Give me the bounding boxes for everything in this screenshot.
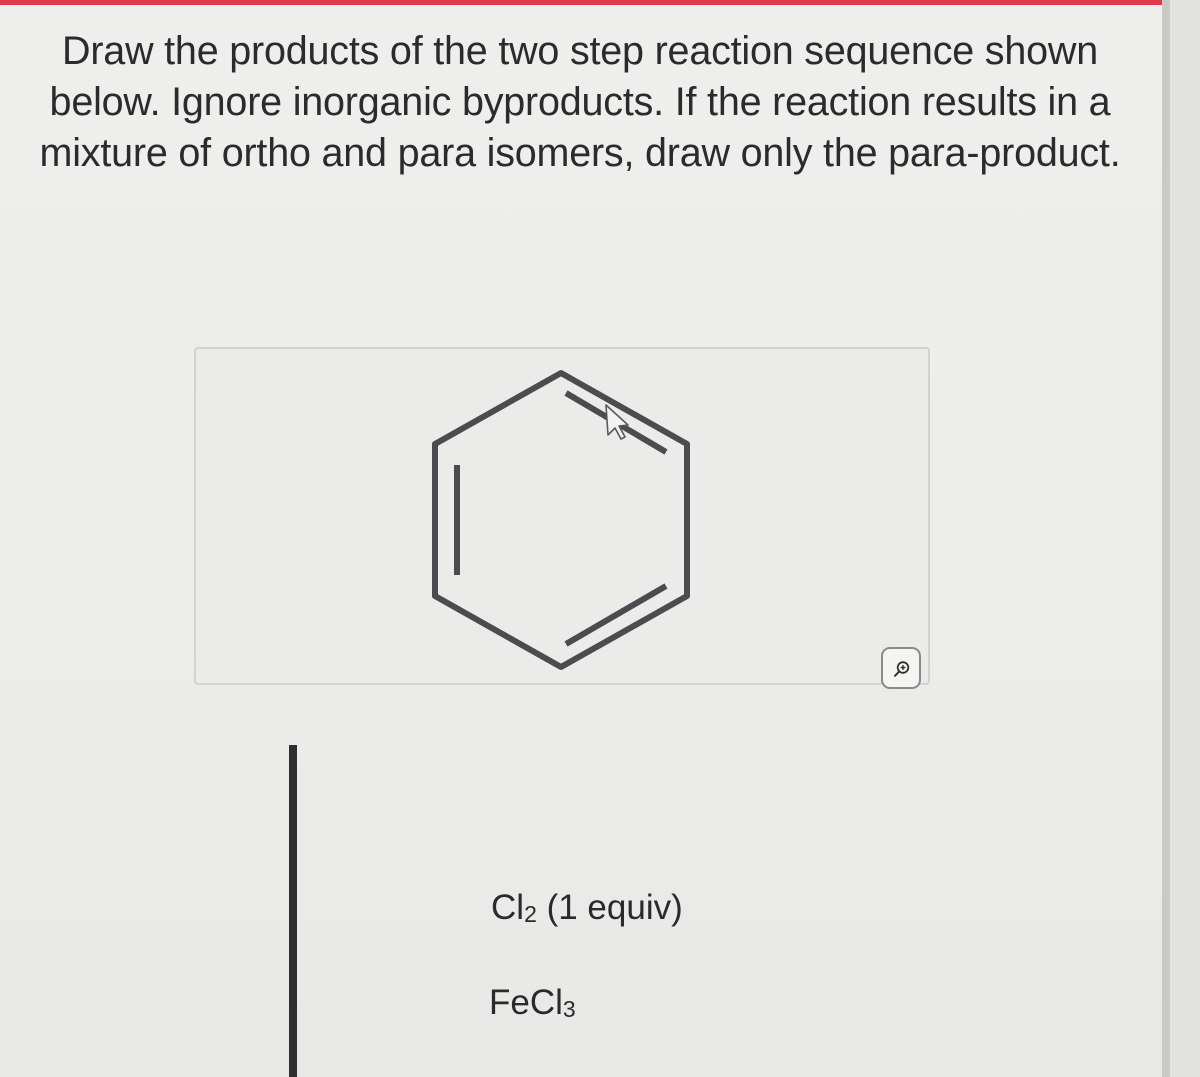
reagent-iron-chloride-formula: FeCl [489, 983, 563, 1022]
reagent-chlorine-subscript: 2 [524, 901, 537, 927]
reaction-arrow-line [289, 745, 297, 1077]
benzene-ring-icon [196, 349, 932, 687]
panel-divider [1162, 0, 1170, 1077]
right-gutter [1170, 0, 1200, 1077]
reagent-iron-chloride [489, 983, 576, 1023]
molecule-viewer[interactable] [194, 347, 930, 685]
zoom-in-icon [893, 660, 911, 678]
reagent-chlorine-equiv: (1 equiv) [536, 888, 683, 927]
reagent-chlorine [491, 888, 683, 928]
reagent-iron-chloride-subscript: 3 [562, 996, 576, 1022]
reagent-chlorine-formula: Cl [491, 888, 525, 927]
question-text: Draw the products of the two step reaction sequence shown below. Ignore inorganic byproducts. If the reaction results in a mixture of ortho and para isomers, draw only the para-product. [39, 29, 1121, 175]
zoom-button[interactable] [881, 647, 921, 689]
